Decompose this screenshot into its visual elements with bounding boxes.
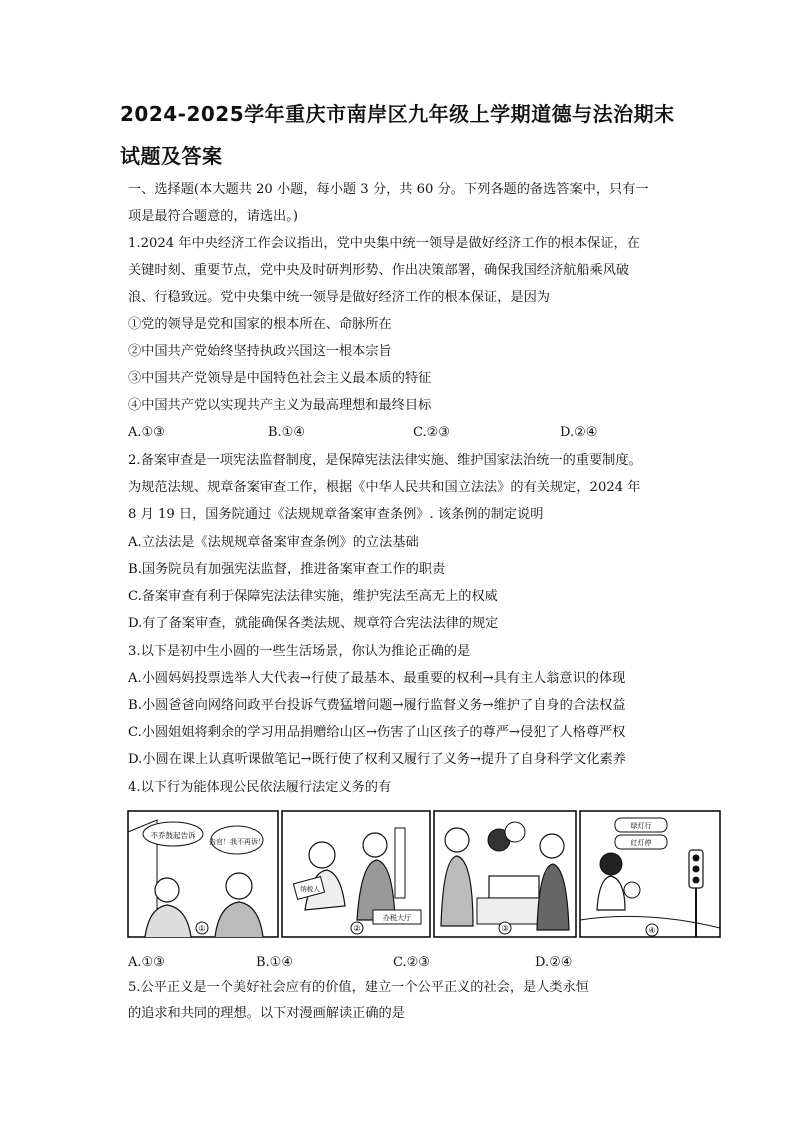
q1-item: ②中国共产党始终坚持执政兴国这一根本宗旨 [128,344,392,359]
panel2-label-taxhall: 办税大厅 [383,914,411,922]
section-instruction: 一、选择题(本大题共 20 小题，每小题 3 分，共 60 分。下列各题的备选答案中，只有一 [128,182,649,197]
panel4-sign-green: 绿灯行 [630,822,652,830]
q1-option-b: B.①④ [268,425,305,440]
q1-stem: 浪、行稳致远。党中央集中统一领导是做好经济工作的根本保证，是因为 [128,290,550,305]
q3-option-c: C.小圆姐姐将剩余的学习用品捐赠给山区→伤害了山区孩子的尊严→侵犯了人格尊严权 [128,725,626,740]
q5-stem: 5.公平正义是一个美好社会应有的价值，建立一个公平正义的社会，是人类永恒 [128,980,589,995]
q1-item: ①党的领导是党和国家的根本所在、命脉所在 [128,317,392,332]
panel3-number: ③ [501,924,509,933]
q4-option-d: D.②④ [535,955,573,970]
q1-item: ③中国共产党领导是中国特色社会主义最本质的特征 [128,371,432,386]
panel4-sign-red: 红灯停 [630,839,652,847]
q2-stem: 8 月 19 日，国务院通过《法规规章备案审查条例》. 该条例的制定说明 [128,507,544,522]
section-instruction-cont: 项是最符合题意的，请选出。) [128,209,298,224]
q2-option-b: B.国务院员有加强宪法监督，推进备案审查工作的职责 [128,562,446,577]
cartoon-panel-3 [434,811,576,937]
q3-option-d: D.小圆在课上认真听课做笔记→既行使了权利又履行了义务→提升了自身科学文化素养 [128,752,626,767]
q4-stem: 4.以下行为能体现公民依法履行法定义务的有 [128,780,392,795]
q3-stem: 3.以下是初中生小圆的一些生活场景，你认为推论正确的是 [128,644,471,659]
panel2-label-taxpayer: 纳税人 [300,885,320,893]
cartoon-panel-4 [580,811,720,937]
page-title: 2024-2025学年重庆市南岸区九年级上学期道德与法治期末 [120,102,675,126]
q2-stem: 为规范法规、规章备案审查工作，根据《中华人民共和国立法法》的有关规定，2024 年 [128,480,641,495]
q4-option-a: A.①③ [128,955,165,970]
panel1-speech-right: 告官！我不再诉！ [209,838,265,846]
q1-item: ④中国共产党以实现共产主义为最高理想和最终目标 [128,398,432,413]
q1-option-c: C.②③ [413,425,450,440]
q4-cartoon-strip [127,810,721,938]
panel4-number: ④ [648,926,656,935]
q2-stem: 2.备案审查是一项宪法监督制度，是保障宪法法律实施、维护国家法治统一的重要制度。 [128,453,642,468]
page-title-continued: 试题及答案 [120,144,223,168]
panel1-number: ① [198,924,206,933]
q4-option-b: B.①④ [256,955,293,970]
panel1-speech-left: 不乔鼓起告诉 [150,831,196,840]
q2-option-c: C.备案审查有利于保障宪法法律实施，维护宪法至高无上的权威 [128,589,498,604]
q1-stem: 关键时刻、重要节点，党中央及时研判形势、作出决策部署，确保我国经济航船乘风破 [128,263,630,278]
panel2-number: ② [353,924,361,933]
cartoon-panel-1 [128,811,278,937]
q1-option-d: D.②④ [560,425,598,440]
q2-option-a: A.立法法是《法规规章备案审查条例》的立法基础 [128,535,419,550]
cartoon-panel-2 [282,811,430,937]
q2-option-d: D.有了备案审查，就能确保各类法规、规章符合宪法法律的规定 [128,616,499,631]
q4-option-c: C.②③ [393,955,430,970]
q1-option-a: A.①③ [128,425,165,440]
q3-option-a: A.小圆妈妈投票选举人大代表→行使了最基本、最重要的权利→具有主人翁意识的体现 [128,671,626,686]
q1-stem: 1.2024 年中央经济工作会议指出，党中央集中统一领导是做好经济工作的根本保证，在 [128,236,640,251]
q3-option-b: B.小圆爸爸向网络问政平台投诉气费猛增问题→履行监督义务→维护了自身的合法权益 [128,698,626,713]
q5-stem: 的追求和共同的理想。以下对漫画解读正确的是 [128,1006,405,1021]
